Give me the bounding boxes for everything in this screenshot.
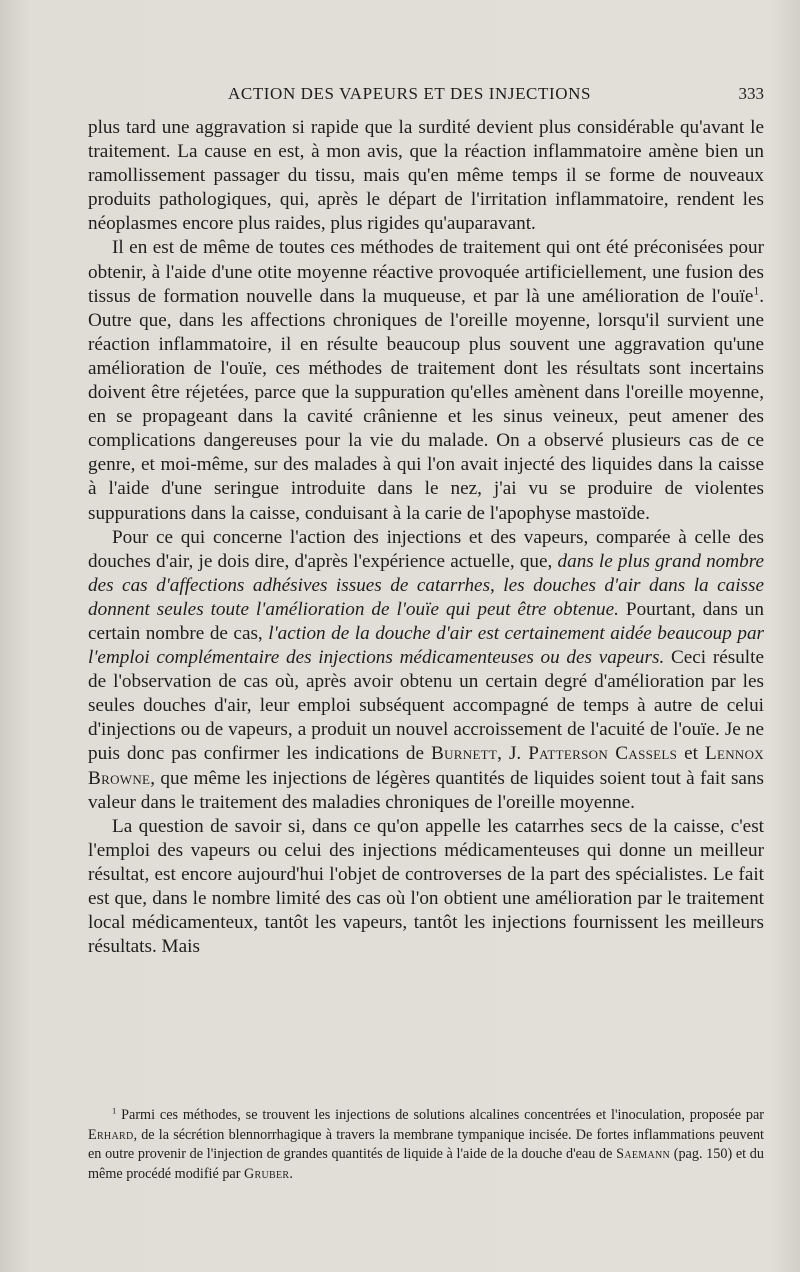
author-name-burnett: Burnett [431,743,498,765]
footnote-1 [88,1106,764,1184]
paragraph-2 [88,236,764,525]
author-name-saemann: Saemann [616,1146,671,1162]
footnote-marker: 1 [112,1105,117,1116]
paragraph-3-text-4: , J. [497,743,529,765]
footnote-reference: 1 [753,285,760,298]
footnote-text-1: Parmi ces méthodes, se trouvent les injections de solutions alcalines concentrées et l'inoculation, proposée par [116,1107,764,1123]
paragraph-3-emphasis-1: dans le plus grand nombre des cas d'affections adhésives issues de catarrhes, les douches d'air dans la caisse donnent seules toute l'amélioration de l'ouïe qui peut être obtenue. [88,550,764,620]
paragraph-4: La question de savoir si, dans ce qu'on appelle les catarrhes secs de la caisse, c'est l'emploi des vapeurs ou celui des injections médicamenteuses qui donne un meilleur résultat, est encore aujourd'hui l'objet de controverses de la part des spécialistes. Le fait est que, dans le nombre limité des cas où l'on obtient une amélioration par le traitement local médicamenteux, tantôt les vapeurs, tantôt les injections fournissent les meilleurs résultats. Mais [88,815,764,958]
paragraph-1: plus tard une aggravation si rapide que la surdité devient plus considérable qu'avant le traitement. La cause en est, à mon avis, que la réaction inflammatoire amène bien un ramollissement passager du tissu, mais qu'en même temps il se forme de nouveaux produits pathologiques, qui, après le départ de l'irritation inflammatoire, rendent les néoplasmes encore plus raides, plus rigides qu'auparavant. [88,117,764,235]
paragraph-3-text-1: Pour ce qui concerne l'action des injections et des vapeurs, comparée à celle des douches d'air, je dois dire, d'après l'expérience actuelle, que, [88,526,764,572]
paragraph-3 [88,526,764,815]
paragraph-3-text-2: Pourtant, dans un certain nombre de cas, [88,598,764,644]
paragraph-2-text-a: Il en est de même de toutes ces méthodes de traitement qui ont été préconisées pour obtenir, à l'aide d'une otite moyenne réactive provoquée artificiellement, une fusion des tissus de formation nouvelle dans la muqueuse, et par là une amélioration de l'ouïe [88,237,764,307]
footnote-text-4: . [289,1165,293,1182]
author-name-gruber: Gruber [244,1165,290,1182]
page-number: 333 [738,84,764,103]
footnote-text-2: , de la sécrétion blennorrhagique à travers la membrane tympanique incisée. De fortes inflammations peuvent en outre provenir de l'injection de grandes quantités de liquide à l'aide de la douche d'eau de [88,1126,764,1162]
page-header [88,84,764,110]
author-name-lennox-browne: Lennox Browne [88,743,764,789]
running-title: ACTION DES VAPEURS ET DES INJECTIONS [228,84,592,103]
author-name-erhard: Erhard [88,1126,134,1143]
paragraph-3-text-6: , que même les injections de légères quantités de liquides soient tout à fait sans valeur dans le traitement des maladies chroniques de l'oreille moyenne. [88,767,764,813]
paragraph-3-emphasis-2: l'action de la douche d'air est certainement aidée beaucoup par l'emploi complémentaire des injections médicamenteuses ou des vapeurs. [88,622,765,669]
body-text [88,116,764,959]
paragraph-3-text-5: et [677,743,705,765]
footnote-area [88,1106,764,1184]
paragraph-2-text-b: . Outre que, dans les affections chroniques de l'oreille moyenne, lorsqu'il survient une réaction inflammatoire, il en résulte beaucoup plus souvent une aggravation qu'une amélioration de l'ouïe, ces méthodes de traitement dont les résultats sont incertains doivent être réjetées, parce que la suppuration qu'elles amènent dans l'oreille moyenne, en se propageant dans la cavité crânienne et les sinus veineux, peut amener des complications dangereuses pour la vie du malade. On a observé plusieurs cas de ce genre, et moi-même, sur des malades à qui l'on avait injecté des liquides dans la caisse à l'aide d'une seringue introduite dans le nez, j'ai vu se produire de violentes suppurations dans la caisse, conduisant à la carie de l'apophyse mastoïde. [88,285,764,524]
footnote-text-3: (pag. 150) et du même procédé modifié par [88,1146,764,1182]
paragraph-3-text-3: Ceci résulte de l'observation de cas où, après avoir obtenu un certain degré d'amélioration par les seules douches d'air, leur emploi subséquent accompagné de temps à autre de celui d'injections ou de vapeurs, a produit un nouvel accroissement de l'acuité de l'ouïe. Je ne puis donc pas confirmer les indications de [88,647,764,765]
author-name-patterson-cassels: Patterson Cassels [528,743,678,765]
